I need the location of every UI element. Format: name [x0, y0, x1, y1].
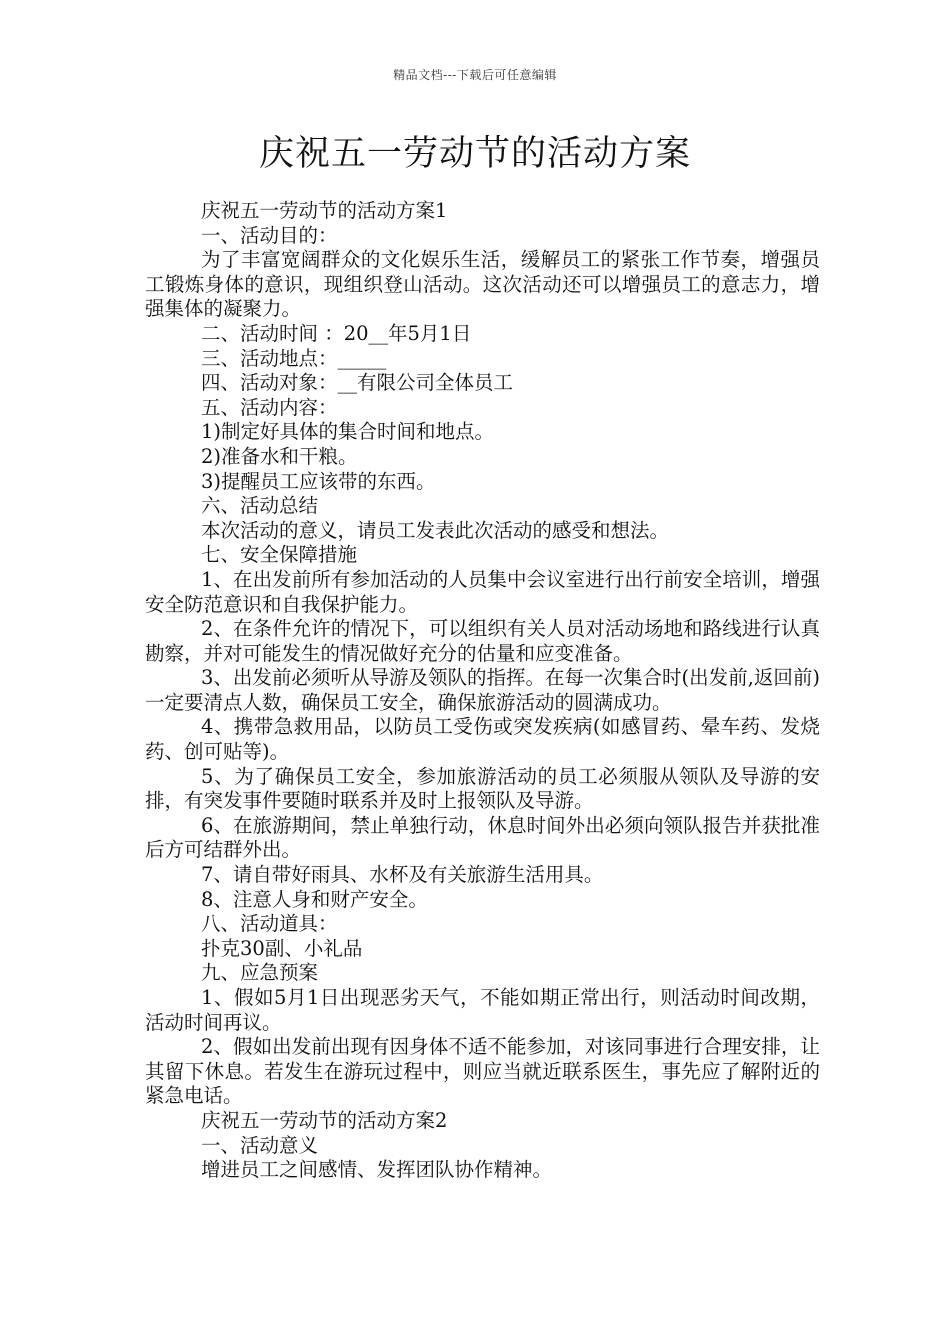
- paragraph: 一、活动意义: [201, 1133, 319, 1157]
- paragraph: 为了丰富宽阔群众的文化娱乐生活，缓解员工的紧张工作节奏，增强员工锻炼身体的意识，现组织登山活动。这次活动还可以增强员工的意志力，增强集体的凝聚力。: [145, 248, 820, 321]
- paragraph: 8、注意人身和财产安全。: [201, 887, 428, 911]
- paragraph: 三、活动地点：_____: [201, 346, 387, 370]
- paragraph: 庆祝五一劳动节的活动方案1: [201, 199, 448, 222]
- paragraph: 5、为了确保员工安全，参加旅游活动的员工必须服从领队及导游的安排，有突发事件要随时联系并及时上报领队及导游。: [145, 764, 820, 813]
- paragraph: 五、活动内容：: [201, 395, 338, 419]
- document-body: [145, 199, 820, 1183]
- paragraph: 2)准备水和干粮。: [201, 444, 358, 468]
- paragraph: 七、安全保障措施: [201, 543, 358, 567]
- paragraph: 2、在条件允许的情况下，可以组织有关人员对活动场地和路线进行认真勘察，并对可能发生的情况做好充分的估量和应变准备。: [145, 617, 820, 665]
- paragraph: 3)提醒员工应该带的东西。: [201, 469, 436, 493]
- document-title: 庆祝五一劳动节的活动方案: [258, 134, 691, 174]
- paragraph: 九、应急预案: [201, 961, 319, 985]
- page-header-note: 精品文档---下载后可任意编辑: [393, 68, 557, 82]
- paragraph: 1、在出发前所有参加活动的人员集中会议室进行出行前安全培训，增强安全防范意识和自我保护能力。: [145, 567, 820, 616]
- paragraph: 一、活动目的：: [201, 223, 338, 247]
- paragraph: 1、假如5月1日出现恶劣天气，不能如期正常出行，则活动时间改期，活动时间再议。: [145, 986, 820, 1034]
- paragraph: 增进员工之间感情、发挥团队协作精神。: [201, 1158, 553, 1182]
- paragraph: 6、在旅游期间，禁止单独行动，休息时间外出必须向领队报告并获批准后方可结群外出。: [145, 813, 820, 862]
- paragraph: 八、活动道具：: [201, 912, 338, 936]
- paragraph: 庆祝五一劳动节的活动方案2: [201, 1108, 448, 1132]
- paragraph: 3、出发前必须听从导游及领队的指挥。在每一次集合时(出发前,返回前)一定要清点人数，确保员工安全，确保旅游活动的圆满成功。: [145, 666, 820, 714]
- paragraph: 扑克30副、小礼品: [201, 936, 363, 960]
- paragraph: 1)制定好具体的集合时间和地点。: [201, 420, 495, 444]
- paragraph: 二、活动时间 ：20__年5月1日: [201, 321, 472, 345]
- paragraph: 7、请自带好雨具、水杯及有关旅游生活用具。: [201, 863, 604, 887]
- paragraph: 六、活动总结: [201, 494, 319, 518]
- paragraph: 4、携带急救用品，以防员工受伤或突发疾病(如感冒药、晕车药、发烧药、创可贴等)。: [145, 715, 820, 764]
- paragraph: 四、活动对象：__有限公司全体员工: [201, 371, 514, 395]
- paragraph: 本次活动的意义，请员工发表此次活动的感受和想法。: [201, 518, 670, 542]
- paragraph: 2、假如出发前出现有因身体不适不能参加，对该同事进行合理安排，让其留下休息。若发生在游玩过程中，则应当就近联系医生，事先应了解附近的紧急电话。: [145, 1035, 820, 1108]
